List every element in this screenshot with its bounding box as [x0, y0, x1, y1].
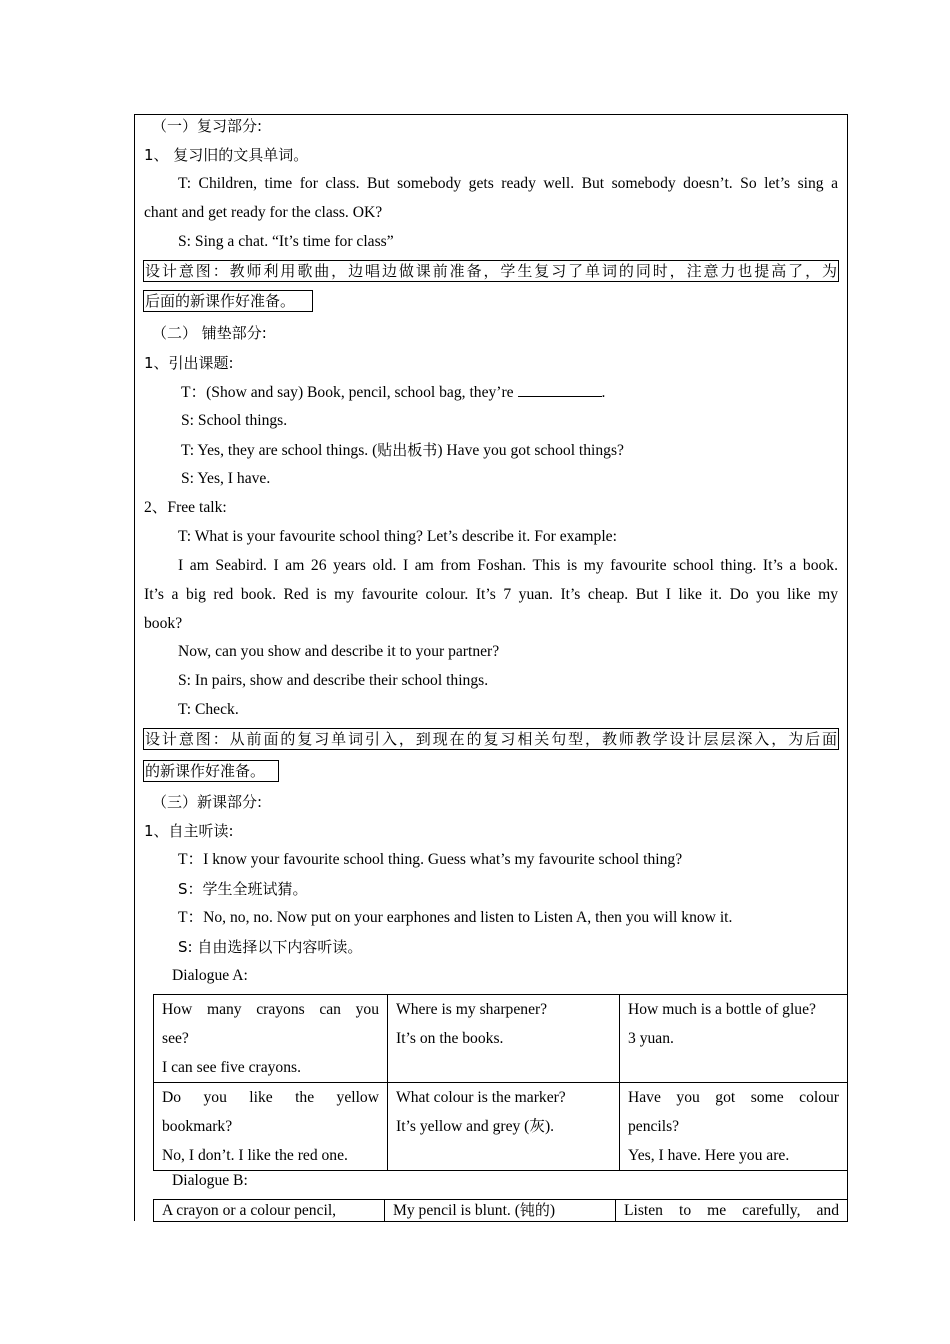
prep-example-line-c: book? [144, 615, 183, 632]
dialogue-a-label: Dialogue A: [172, 967, 248, 984]
new-heading: （三）新课部分: [152, 793, 263, 811]
review-teacher-line-b: chant and get ready for the class. OK? [144, 204, 383, 221]
prep-intent-line-a: 设计意图：从前面的复习单词引入，到现在的复习相关句型，教师教学设计层层深入，为后面 [145, 730, 837, 748]
review-student-line: S: Sing a chat. “It’s time for class” [178, 233, 394, 250]
prep-student-line-3: S: In pairs, show and describe their school things. [178, 672, 489, 689]
new-teacher-line-1: T：I know your favourite school thing. Guess what’s my favourite school thing? [178, 851, 683, 868]
review-intent-line-b: 后面的新课作好准备。 [145, 292, 296, 310]
table-cell: Listen to me carefully, and [616, 1200, 848, 1222]
review-heading: （一）复习部分: [152, 117, 263, 135]
dialogue-a-table [153, 994, 848, 1171]
prep-now-line: Now, can you show and describe it to your partner? [178, 643, 500, 660]
review-intent-line-a: 设计意图：教师利用歌曲，边唱边做课前准备，学生复习了单词的同时，注意力也提高了，为 [145, 262, 837, 280]
table-cell: Where is my sharpener? It’s on the books. [388, 995, 620, 1083]
table-row [154, 1083, 848, 1171]
table-row [154, 995, 848, 1083]
table-cell: How many crayons can you see? I can see five crayons. [154, 995, 388, 1083]
table-cell: A crayon or a colour pencil, [154, 1200, 385, 1222]
dialogue-b-table [153, 1199, 848, 1222]
review-item-1: 1、 复习旧的文具单词。 [144, 146, 309, 164]
prep-check-line: T: Check. [178, 701, 239, 718]
prep-intent-line-b: 的新课作好准备。 [145, 762, 266, 780]
prep-example-line-a: I am Seabird. I am 26 years old. I am from Foshan. This is my favourite school thing. It’s a book. [178, 557, 838, 574]
prep-item-2: 2、Free talk: [144, 499, 227, 516]
table-cell: Do you like the yellow bookmark? No, I don’t. I like the red one. [154, 1083, 388, 1171]
prep-student-line-1: S: School things. [181, 412, 288, 429]
table-cell: My pencil is blunt. (钝的) [385, 1200, 616, 1222]
fill-blank [518, 382, 602, 397]
prep-teacher-line-3: T: What is your favourite school thing? Let’s describe it. For example: [178, 528, 617, 545]
table-cell: How much is a bottle of glue? 3 yuan. [620, 995, 848, 1083]
new-item-1: 1、自主听读: [144, 822, 234, 840]
new-student-line-2: S: 自由选择以下内容听读。 [178, 938, 363, 956]
prep-teacher-line-2: T: Yes, they are school things. (贴出板书) Have you got school things? [181, 441, 624, 459]
table-cell: What colour is the marker? It’s yellow and grey (灰). [388, 1083, 620, 1171]
new-teacher-line-2: T：No, no, no. Now put on your earphones and listen to Listen A, then you will know it. [178, 909, 733, 926]
table-cell: Have you got some colour pencils? Yes, I have. Here you are. [620, 1083, 848, 1171]
prep-example-line-b: It’s a big red book. Red is my favourite colour. It’s 7 yuan. It’s cheap. But I like it. Do you like my [144, 586, 838, 603]
review-teacher-line-a: T: Children, time for class. But somebody gets ready well. But somebody doesn’t. So let’s sing a [178, 175, 838, 192]
prep-teacher-line-1: T：(Show and say) Book, pencil, school bag, they’re . [181, 384, 606, 401]
new-student-line-1: S：学生全班试猜。 [178, 880, 308, 898]
dialogue-b-label: Dialogue B: [172, 1172, 248, 1189]
prep-item-1: 1、引出课题: [144, 354, 234, 372]
prep-student-line-2: S: Yes, I have. [181, 470, 271, 487]
prep-heading: （二） 铺垫部分: [152, 324, 267, 342]
table-row [154, 1200, 848, 1222]
